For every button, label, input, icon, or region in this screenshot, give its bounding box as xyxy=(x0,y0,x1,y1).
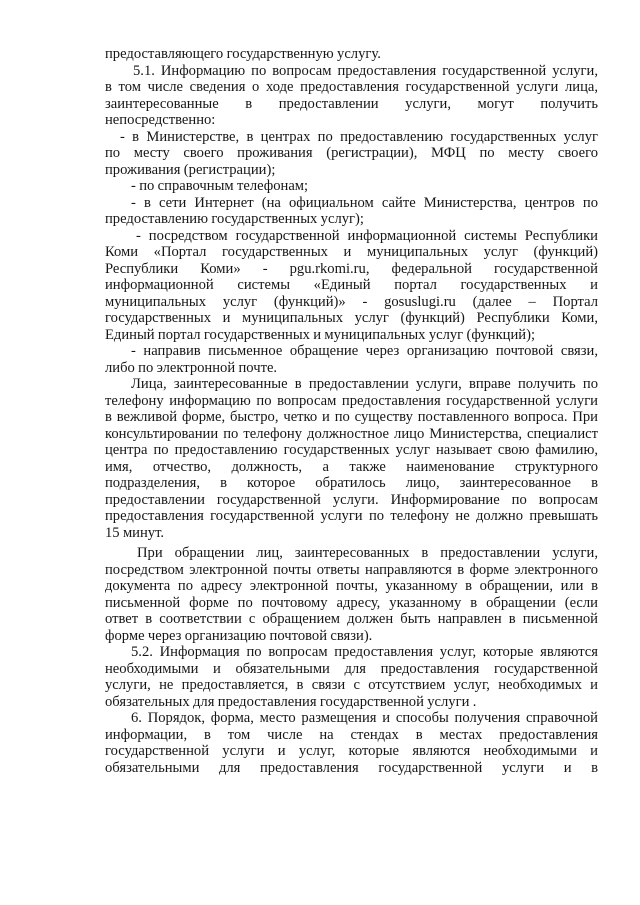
text-line: При обращении лиц, заинтересованных в предоставлении услуги, xyxy=(137,545,598,561)
text-line: государственных и муниципальных услуг (функций) Республики Коми, xyxy=(105,310,598,326)
list-item-phones xyxy=(105,178,598,195)
text-line: Республики Коми» - pgu.rkomi.ru, федеральной государственной xyxy=(105,260,598,277)
text-line: телефону информацию по вопросам предоставления государственной услуги xyxy=(105,392,598,409)
paragraph-6 xyxy=(105,710,598,776)
text-line: информационной системы «Единый портал государственных и xyxy=(105,277,598,293)
text-line: центра по предоставлению государственных услуг называет свою фамилию, xyxy=(105,442,598,458)
text-line: необходимыми и обязательными для предоставления государственной xyxy=(105,660,598,677)
list-item-internet xyxy=(105,195,598,228)
text-line: консультировании по телефону должностное лицо Министерства, специалист xyxy=(105,425,598,442)
text-line: государственной услуги и услуг, которые являются необходимыми и xyxy=(105,743,598,759)
text-line: посредством электронной почты ответы направляются в форме электронного xyxy=(105,561,598,578)
paragraph-5-2 xyxy=(105,644,598,710)
text-line: проживания (регистрации); xyxy=(105,161,276,178)
text-line: - в сети Интернет (на официальном сайте Министерства, центров по xyxy=(131,194,598,211)
text-line: письменной форме по почтовому адресу, указанному в обращении (если xyxy=(105,594,598,611)
paragraph-continuation xyxy=(105,46,598,63)
text-line: Коми «Портал государственных и муниципальных услуг (функций) xyxy=(105,244,598,260)
text-line: информации, в том числе на стендах в местах предоставления xyxy=(105,726,598,743)
text-line: по месту своего проживания (регистрации), МФЦ по месту своего xyxy=(105,145,598,161)
text-line: обязательными для предоставления государственной услуги и в xyxy=(105,759,598,776)
text-line: форме через организацию почтовой связи). xyxy=(105,627,373,644)
text-line: муниципальных услуг (функций)» - gosuslugi.ru (далее – Портал xyxy=(105,293,598,310)
text-line: - направив письменное обращение через организацию почтовой связи, xyxy=(131,343,598,359)
text-line: документа по адресу электронной почты, указанному в обращении, или в xyxy=(105,578,598,594)
text-line: подразделения, в которое обратилось лицо, заинтересованное в xyxy=(105,475,598,491)
text-line: обязательных для предоставления государственной услуги . xyxy=(105,693,477,710)
text-line: 5.2. Информация по вопросам предоставления услуг, которые являются xyxy=(131,644,598,660)
text-line: предоставляющего государственную услугу. xyxy=(105,46,381,62)
text-line: в вежливой форме, быстро, четко и по существу поставленного вопроса. При xyxy=(105,409,598,425)
text-line: предоставлению государственных услуг); xyxy=(105,211,364,227)
text-line: 5.1. Информацию по вопросам предоставления государственной услуги, xyxy=(133,62,598,79)
text-line: имя, отчество, должность, а также наименование структурного xyxy=(105,458,598,475)
text-line: 15 минут. xyxy=(105,524,165,541)
text-line: услуги, не предоставляется, в связи с отсутствием услуг, необходимых и xyxy=(105,677,598,693)
text-line: - в Министерстве, в центрах по предоставлению государственных услуг xyxy=(120,128,598,145)
text-line: - посредством государственной информационной системы Республики xyxy=(136,227,598,244)
text-line: непосредственно: xyxy=(105,112,216,128)
text-line: заинтересованные в предоставлении услуги, могут получить xyxy=(105,95,598,112)
text-line: либо по электронной почте. xyxy=(105,359,278,376)
text-line: Единый портал государственных и муниципальных услуг (функций); xyxy=(105,326,536,343)
text-line: Лица, заинтересованные в предоставлении услуги, вправе получить по xyxy=(131,376,598,392)
text-line: предоставлении государственной услуги. Информирование по вопросам xyxy=(105,491,598,508)
paragraph-email-requests xyxy=(105,545,598,644)
paragraph-phone-consultation xyxy=(105,376,598,541)
text-line: 6. Порядок, форма, место размещения и способы получения справочной xyxy=(131,710,598,726)
text-line: ответ в соответствии с обращением должен быть направлен в письменной xyxy=(105,611,598,627)
list-item-portals xyxy=(105,228,598,344)
text-line: предоставления государственной услуги по телефону не должно превышать xyxy=(105,508,598,524)
document-page xyxy=(105,46,598,776)
text-line: в том числе сведения о ходе предоставления государственной услуги лица, xyxy=(105,79,598,95)
text-line: - по справочным телефонам; xyxy=(131,178,309,194)
list-item-mail xyxy=(105,343,598,376)
paragraph-5-1 xyxy=(105,63,598,129)
list-item-ministry xyxy=(105,129,598,179)
